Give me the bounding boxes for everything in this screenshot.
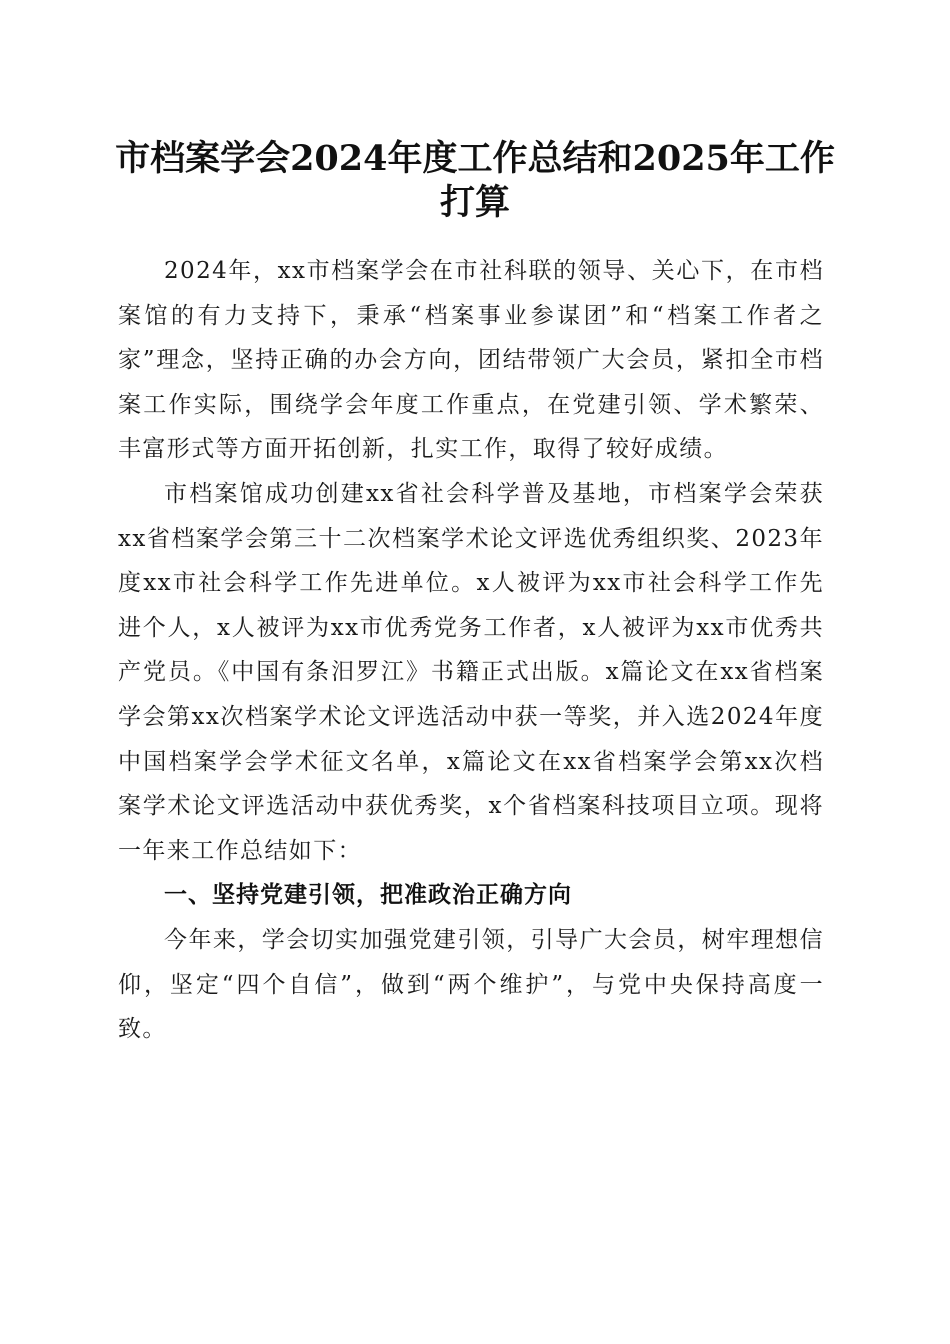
- document-body: [118, 249, 824, 1052]
- section-paragraph: 今年来，学会切实加强党建引领，引导广大会员，树牢理想信仰，坚定“四个自信”，做到“两个维护”，与党中央保持高度一致。: [118, 926, 824, 1043]
- intro-paragraph: 2024年，xx市档案学会在市社科联的领导、关心下，在市档案馆的有力支持下，秉承“档案事业参谋团”和“档案工作者之家”理念，坚持正确的办会方向，团结带领广大会员，紧扣全市档案工作实际，围绕学会年度工作重点，在党建引领、学术繁荣、丰富形式等方面开拓创新，扎实工作，取得了较好成绩。: [118, 258, 824, 463]
- section-heading: 一、坚持党建引领，把准政治正确方向: [164, 882, 572, 909]
- achievements-paragraph: 市档案馆成功创建xx省社会科学普及基地，市档案学会荣获xx省档案学会第三十二次档案学术论文评选优秀组织奖、2023年度xx市社会科学工作先进单位。x人被评为xx市社会科学工作先进个人，x人被评为xx市优秀党务工作者，x人被评为xx市优秀共产党员。《中国有条汨罗江》书籍正式出版。x篇论文在xx省档案学会第xx次档案学术论文评选活动中获一等奖，并入选2024年度中国档案学会学术征文名单，x篇论文在xx省档案学会第xx次档案学术论文评选活动中获优秀奖，x个省档案科技项目立项。现将一年来工作总结如下：: [118, 480, 824, 864]
- document-title: 市档案学会2024年度工作总结和2025年工作打算: [115, 138, 835, 223]
